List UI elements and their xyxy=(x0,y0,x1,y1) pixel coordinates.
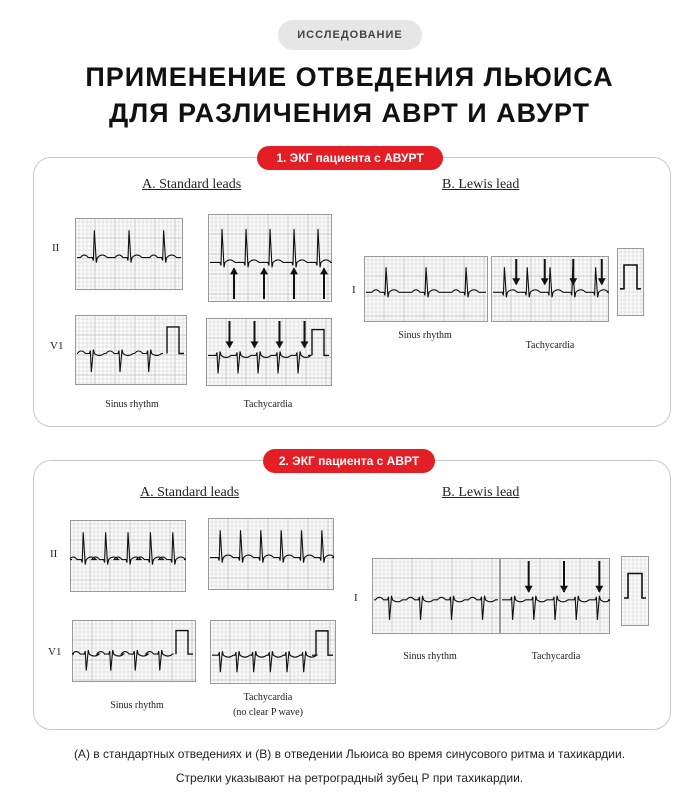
tachycardia-caption: Tachycardia xyxy=(243,399,293,410)
ecg-strip-v1-sinus xyxy=(75,315,187,385)
ecg-strip-lewis-sinus xyxy=(364,256,488,322)
panel-avrt-label: 2. ЭКГ пациента с АВРТ xyxy=(263,449,435,473)
lead-ii-label: II xyxy=(52,242,60,254)
panel-avnrt-label: 1. ЭКГ пациента с АВУРТ xyxy=(257,146,443,170)
lead-i-label: I xyxy=(354,592,358,604)
ecg-calibration-box xyxy=(621,556,649,626)
lewis-sinus-caption: Sinus rhythm xyxy=(398,330,452,341)
tachycardia-note: (no clear P wave) xyxy=(233,707,303,718)
ecg-strip-ii-tachy xyxy=(208,518,334,590)
standard-leads-header: A. Standard leads xyxy=(142,177,242,192)
tachycardia-caption: Tachycardia xyxy=(243,692,293,703)
page-title-line-1: ПРИМЕНЕНИЕ ОТВЕДЕНИЯ ЛЬЮИСА xyxy=(85,62,614,92)
footer-caption-line-1: (А) в стандартных отведениях и (В) в отведении Льюиса во время синусового ритма и тахикардии. xyxy=(73,747,626,761)
ecg-strip-v1-tachy xyxy=(206,318,332,386)
ecg-calibration-box xyxy=(617,248,644,316)
lewis-tachycardia-caption: Tachycardia xyxy=(531,651,581,662)
ecg-strip-ii-sinus xyxy=(75,218,183,290)
lead-ii-label: II xyxy=(50,548,58,560)
page-title-line-2: ДЛЯ РАЗЛИЧЕНИЯ АВРТ И АВУРТ xyxy=(108,98,591,128)
ecg-strip-lewis-tachy xyxy=(500,558,610,634)
footer-caption-line-2: Стрелки указывают на ретроградный зубец Р при тахикардии. xyxy=(175,771,524,785)
lead-i-label: I xyxy=(352,284,356,296)
lewis-tachycardia-caption: Tachycardia xyxy=(525,340,575,351)
lewis-lead-header: B. Lewis lead xyxy=(442,177,520,192)
ecg-strip-v1-tachy xyxy=(210,620,336,684)
ecg-strip-v1-sinus xyxy=(72,620,196,682)
lewis-sinus-caption: Sinus rhythm xyxy=(403,651,457,662)
category-tag: ИССЛЕДОВАНИЕ xyxy=(278,20,422,50)
ecg-strip-ii-sinus xyxy=(70,520,186,592)
lead-v1-label: V1 xyxy=(48,646,62,658)
ecg-strip-lewis-tachy xyxy=(491,256,609,322)
sinus-rhythm-caption: Sinus rhythm xyxy=(110,700,164,711)
ecg-strip-lewis-sinus xyxy=(372,558,500,634)
ecg-strip-ii-tachy xyxy=(208,214,332,302)
lead-v1-label: V1 xyxy=(50,340,64,352)
lewis-lead-header: B. Lewis lead xyxy=(442,485,520,500)
standard-leads-header: A. Standard leads xyxy=(140,485,240,500)
sinus-rhythm-caption: Sinus rhythm xyxy=(105,399,159,410)
